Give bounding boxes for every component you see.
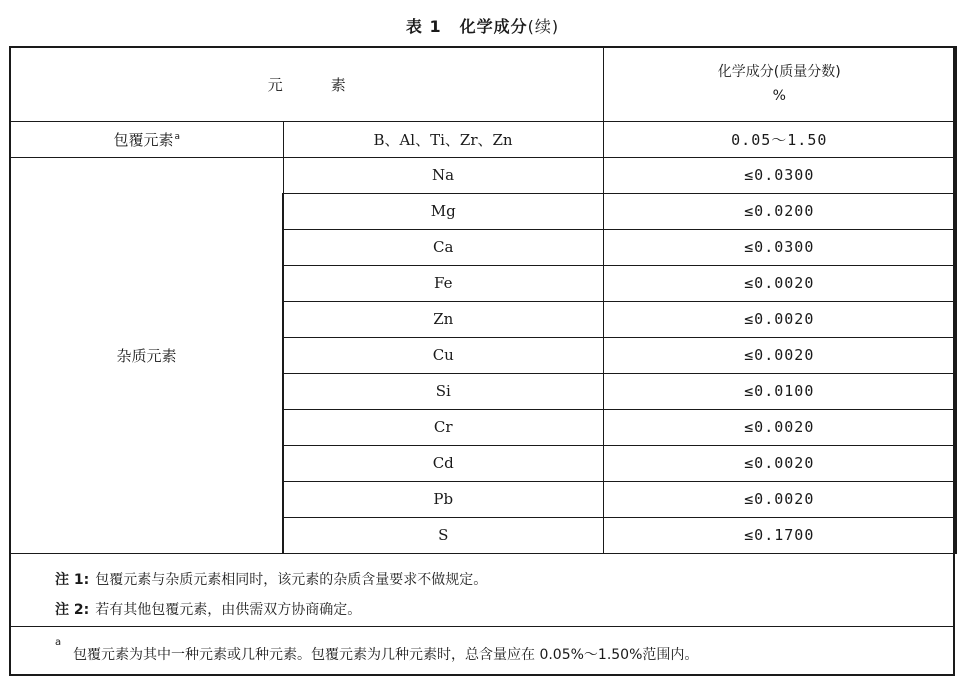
impurity-value: ≤0.0200 xyxy=(603,193,956,229)
header-element: 元素 xyxy=(10,47,603,121)
table-title xyxy=(0,14,965,37)
impurity-element: S xyxy=(283,517,603,553)
table-caption: 化学成分 xyxy=(459,17,528,36)
footnote-text: 包覆元素为其中一种元素或几种元素。包覆元素为几种元素时，总含量应在 0.05%～1.50%范围内。 xyxy=(73,647,699,663)
note-text: 包覆元素与杂质元素相同时，该元素的杂质含量要求不做规定。 xyxy=(95,572,488,588)
coating-range: 0.05～1.50 xyxy=(603,121,956,157)
impurity-label: 杂质元素 xyxy=(10,157,283,553)
note-tag: 注 2: xyxy=(55,602,90,618)
note-text: 若有其他包覆元素，由供需双方协商确定。 xyxy=(95,602,362,618)
impurity-element: Ca xyxy=(283,229,603,265)
continued-marker: (续) xyxy=(527,17,560,36)
impurity-element: Si xyxy=(283,373,603,409)
impurity-value: ≤0.0300 xyxy=(603,157,956,193)
impurity-value: ≤0.0020 xyxy=(603,481,956,517)
header-composition-unit: % xyxy=(772,88,786,105)
footnote-mark: a xyxy=(55,637,62,648)
impurity-value: ≤0.0020 xyxy=(603,445,956,481)
impurity-element: Zn xyxy=(283,301,603,337)
impurity-value: ≤0.0020 xyxy=(603,301,956,337)
impurity-value: ≤0.0020 xyxy=(603,265,956,301)
table-number: 表 1 xyxy=(405,17,442,36)
coating-label: 包覆元素 xyxy=(113,130,174,149)
impurity-value: ≤0.1700 xyxy=(603,517,956,553)
impurity-element: Cu xyxy=(283,337,603,373)
impurity-element: Fe xyxy=(283,265,603,301)
impurity-element: Na xyxy=(283,157,603,193)
impurity-value: ≤0.0020 xyxy=(603,337,956,373)
impurity-value: ≤0.0300 xyxy=(603,229,956,265)
impurity-element: Pb xyxy=(283,481,603,517)
impurity-element: Cr xyxy=(283,409,603,445)
table-frame xyxy=(9,46,955,676)
header-composition-title: 化学成分(质量分数) xyxy=(717,64,841,81)
coating-footnote-mark: a xyxy=(174,131,181,142)
impurity-element: Mg xyxy=(283,193,603,229)
impurity-value: ≤0.0100 xyxy=(603,373,956,409)
impurity-value: ≤0.0020 xyxy=(603,409,956,445)
note-tag: 注 1: xyxy=(55,572,90,588)
coating-elements: B、Al、Ti、Zr、Zn xyxy=(283,121,603,157)
impurity-element: Cd xyxy=(283,445,603,481)
